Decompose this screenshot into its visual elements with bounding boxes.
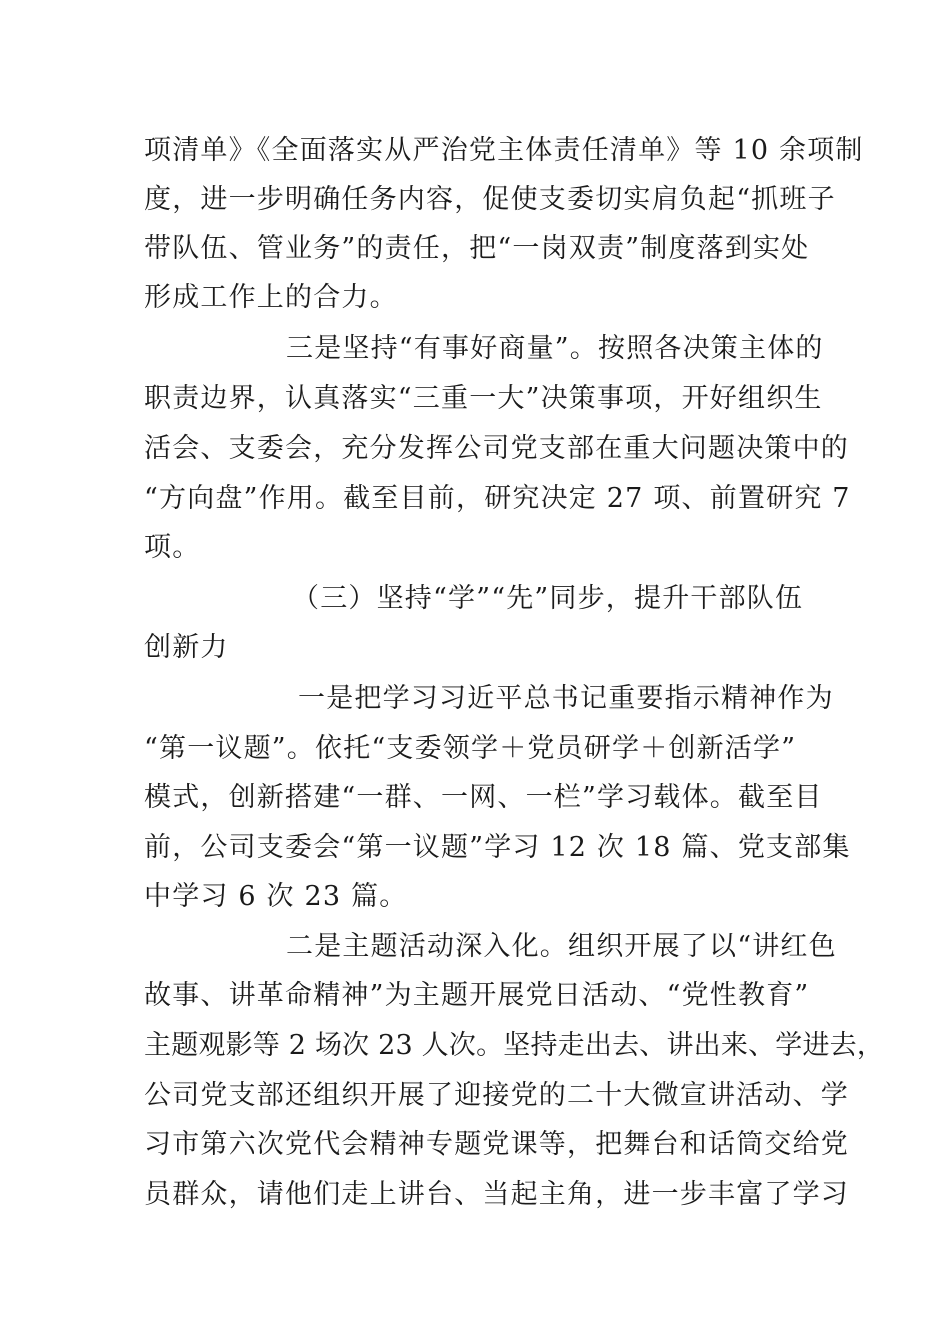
- text-line: 活会、支委会，充分发挥公司党支部在重大问题决策中的: [144, 433, 849, 464]
- text-line: 前，公司支委会“第一议题”学习 12 次 18 篇、党支部集: [144, 832, 851, 863]
- text-line: “方向盘”作用。截至目前，研究决定 27 项、前置研究 7: [144, 483, 851, 514]
- text-line: 模式，创新搭建“一群、一网、一栏”学习载体。截至目: [144, 782, 823, 813]
- text-line: 中学习 6 次 23 篇。: [144, 881, 408, 912]
- text-line: 项清单》《全面落实从严治党主体责任清单》等 10 余项制: [144, 135, 864, 166]
- text-line: 度，进一步明确任务内容，促使支委切实肩负起“抓班子: [144, 184, 836, 215]
- text-line: “第一议题”。依托“支委领学＋党员研学＋创新活学”: [144, 733, 797, 764]
- text-line: 员群众，请他们走上讲台、当起主角，进一步丰富了学习: [144, 1179, 849, 1210]
- text-line: 项。: [144, 532, 201, 563]
- paragraph-lead-line: 一是把学习习近平总书记重要指示精神作为: [298, 683, 834, 714]
- text-line: 带队伍、管业务”的责任，把“一岗双责”制度落到实处: [144, 233, 810, 264]
- paragraph-lead-line: 二是主题活动深入化。组织开展了以“讲红色: [286, 931, 837, 962]
- paragraph-lead-line: 三是坚持“有事好商量”。按照各决策主体的: [286, 333, 824, 364]
- text-line: 故事、讲革命精神”为主题开展党日活动、“党性教育”: [144, 980, 810, 1011]
- text-line: 公司党支部还组织开展了迎接党的二十大微宣讲活动、学: [144, 1080, 849, 1111]
- text-line: 习市第六次党代会精神专题党课等，把舞台和话筒交给党: [144, 1129, 849, 1160]
- text-line: 形成工作上的合力。: [144, 282, 398, 313]
- section-heading-continuation: 创新力: [144, 632, 229, 663]
- text-line: 主题观影等 2 场次 23 人次。坚持走出去、讲出来、学进去，: [144, 1030, 885, 1061]
- section-heading: （三）坚持“学”“先”同步，提升干部队伍: [292, 583, 804, 614]
- text-line: 职责边界，认真落实“三重一大”决策事项，开好组织生: [144, 383, 823, 414]
